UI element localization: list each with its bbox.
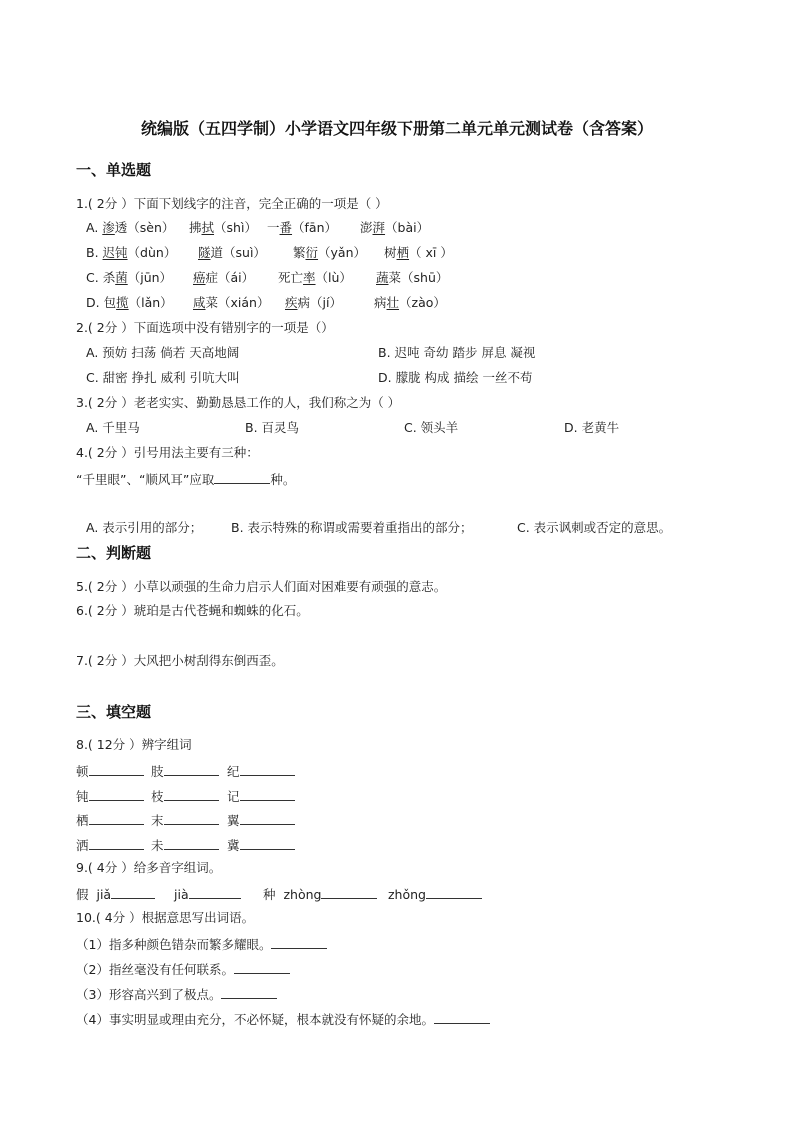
q8-row: 栖 (76, 813, 144, 828)
answer-blank[interactable] (89, 789, 144, 801)
question-7: 7.( 2分 ）大风把小树刮得东倒西歪。 (76, 653, 284, 668)
question-9-stem: 9.( 4分 ）给多音字组词。 (76, 860, 222, 875)
q1-option-a-word-1: A. 渗透（sèn） (86, 220, 175, 235)
q8-row: 洒 (76, 838, 144, 853)
answer-blank[interactable] (240, 764, 295, 776)
q8-row: 记 (227, 789, 295, 804)
q2-option-a: A. 预妨 扫荡 倘若 天高地阔 (86, 345, 240, 360)
answer-blank[interactable] (111, 887, 155, 899)
answer-blank[interactable] (240, 789, 295, 801)
q8-row: 冀 (227, 838, 295, 853)
question-3-stem: 3.( 2分 ）老老实实、勤勤恳恳工作的人，我们称之为（ ） (76, 395, 401, 410)
q1-option-b-word-1: B. 迟钝（dùn） (86, 245, 177, 260)
answer-blank[interactable] (189, 887, 241, 899)
answer-blank[interactable] (234, 962, 290, 974)
section-heading-single-choice: 一、单选题 (76, 161, 152, 179)
q8-row: 枝 (151, 789, 219, 804)
q1-option-b-word-4: 树栖（ xī ） (384, 245, 453, 260)
answer-blank[interactable] (164, 789, 219, 801)
q4-option-c: C. 表示讽刺或否定的意思。 (517, 520, 672, 535)
question-10-stem: 10.( 4分 ）根据意思写出词语。 (76, 910, 255, 925)
q2-option-b: B. 迟吨 奇幼 踏步 屏息 凝视 (378, 345, 536, 360)
answer-blank[interactable] (214, 472, 270, 484)
answer-blank[interactable] (426, 887, 482, 899)
q1-option-d-word-1: D. 包揽（lǎn） (86, 295, 173, 310)
answer-blank[interactable] (434, 1012, 490, 1024)
q8-row: 纪 (227, 764, 295, 779)
question-4-stem: 4.( 2分 ）引号用法主要有三种： (76, 445, 259, 460)
answer-blank[interactable] (89, 813, 144, 825)
q1-option-c-word-1: C. 杀菌（jūn） (86, 270, 173, 285)
q1-option-a-word-3: 一番（fān） (267, 220, 338, 235)
q1-option-a-word-2: 拂拭（shì） (189, 220, 257, 235)
q9-zhong-2: zhǒng (388, 887, 482, 902)
answer-blank[interactable] (271, 937, 327, 949)
question-6: 6.( 2分 ）琥珀是古代苍蝇和蜘蛛的化石。 (76, 603, 309, 618)
answer-blank[interactable] (164, 764, 219, 776)
q2-option-d: D. 朦胧 构成 描绘 一丝不苟 (378, 370, 533, 385)
question-2-stem: 2.( 2分 ）下面选项中没有错别字的一项是（） (76, 320, 334, 335)
answer-blank[interactable] (240, 813, 295, 825)
q9-jia-2: jià (174, 887, 241, 902)
q3-option-d: D. 老黄牛 (564, 420, 620, 435)
answer-blank[interactable] (221, 987, 277, 999)
q8-row: 钝 (76, 789, 144, 804)
q1-option-d-word-2: 咸菜（xián） (193, 295, 270, 310)
question-8-stem: 8.( 12分 ）辨字组词 (76, 737, 192, 752)
q2-option-c: C. 甜密 挣扎 威利 引吭大叫 (86, 370, 240, 385)
q8-row: 肢 (151, 764, 219, 779)
section-heading-true-false: 二、判断题 (76, 544, 152, 562)
answer-blank[interactable] (164, 838, 219, 850)
q1-option-b-word-3: 繁衍（yǎn） (293, 245, 367, 260)
answer-blank[interactable] (89, 838, 144, 850)
q1-option-c-word-2: 癌症（ái） (193, 270, 255, 285)
q1-option-b-word-2: 隧道（suì） (198, 245, 266, 260)
q10-item: （3）形容高兴到了极点。 (76, 987, 277, 1002)
page-title: 统编版（五四学制）小学语文四年级下册第二单元单元测试卷（含答案） (140, 119, 653, 138)
q3-option-c: C. 领头羊 (404, 420, 459, 435)
q10-item: （4）事实明显或理由充分，不必怀疑，根本就没有怀疑的余地。 (76, 1012, 490, 1027)
q10-item: （1）指多种颜色错杂而繁多耀眼。 (76, 937, 327, 952)
q8-row: 未 (151, 838, 219, 853)
q4-fill-line: “千里眼”、“顺风耳”应取 种。 (76, 472, 296, 487)
answer-blank[interactable] (321, 887, 377, 899)
answer-blank[interactable] (164, 813, 219, 825)
section-heading-fill-in: 三、填空题 (76, 703, 152, 721)
q9-zhong: 种 zhòng (263, 887, 377, 902)
question-1-stem: 1.( 2分 ）下面下划线字的注音，完全正确的一项是（ ） (76, 196, 388, 211)
q9-jia: 假 jiǎ (76, 887, 155, 902)
q1-option-c-word-4: 蔬菜（shū） (376, 270, 449, 285)
q10-item: （2）指丝毫没有任何联系。 (76, 962, 290, 977)
q8-row: 顿 (76, 764, 144, 779)
question-5: 5.( 2分 ）小草以顽强的生命力启示人们面对困难要有顽强的意志。 (76, 579, 447, 594)
q3-option-b: B. 百灵鸟 (245, 420, 300, 435)
answer-blank[interactable] (240, 838, 295, 850)
q1-option-c-word-3: 死亡率（lù） (278, 270, 352, 285)
q8-row: 翼 (227, 813, 295, 828)
answer-blank[interactable] (89, 764, 144, 776)
q4-option-a: A. 表示引用的部分； (86, 520, 203, 535)
q1-option-d-word-4: 病壮（zào） (374, 295, 446, 310)
q8-row: 末 (151, 813, 219, 828)
q1-option-a-word-4: 澎湃（bài） (360, 220, 430, 235)
q3-option-a: A. 千里马 (86, 420, 140, 435)
q4-option-b: B. 表示特殊的称谓或需要着重指出的部分； (231, 520, 473, 535)
q1-option-d-word-3: 疾病（jí） (285, 295, 342, 310)
